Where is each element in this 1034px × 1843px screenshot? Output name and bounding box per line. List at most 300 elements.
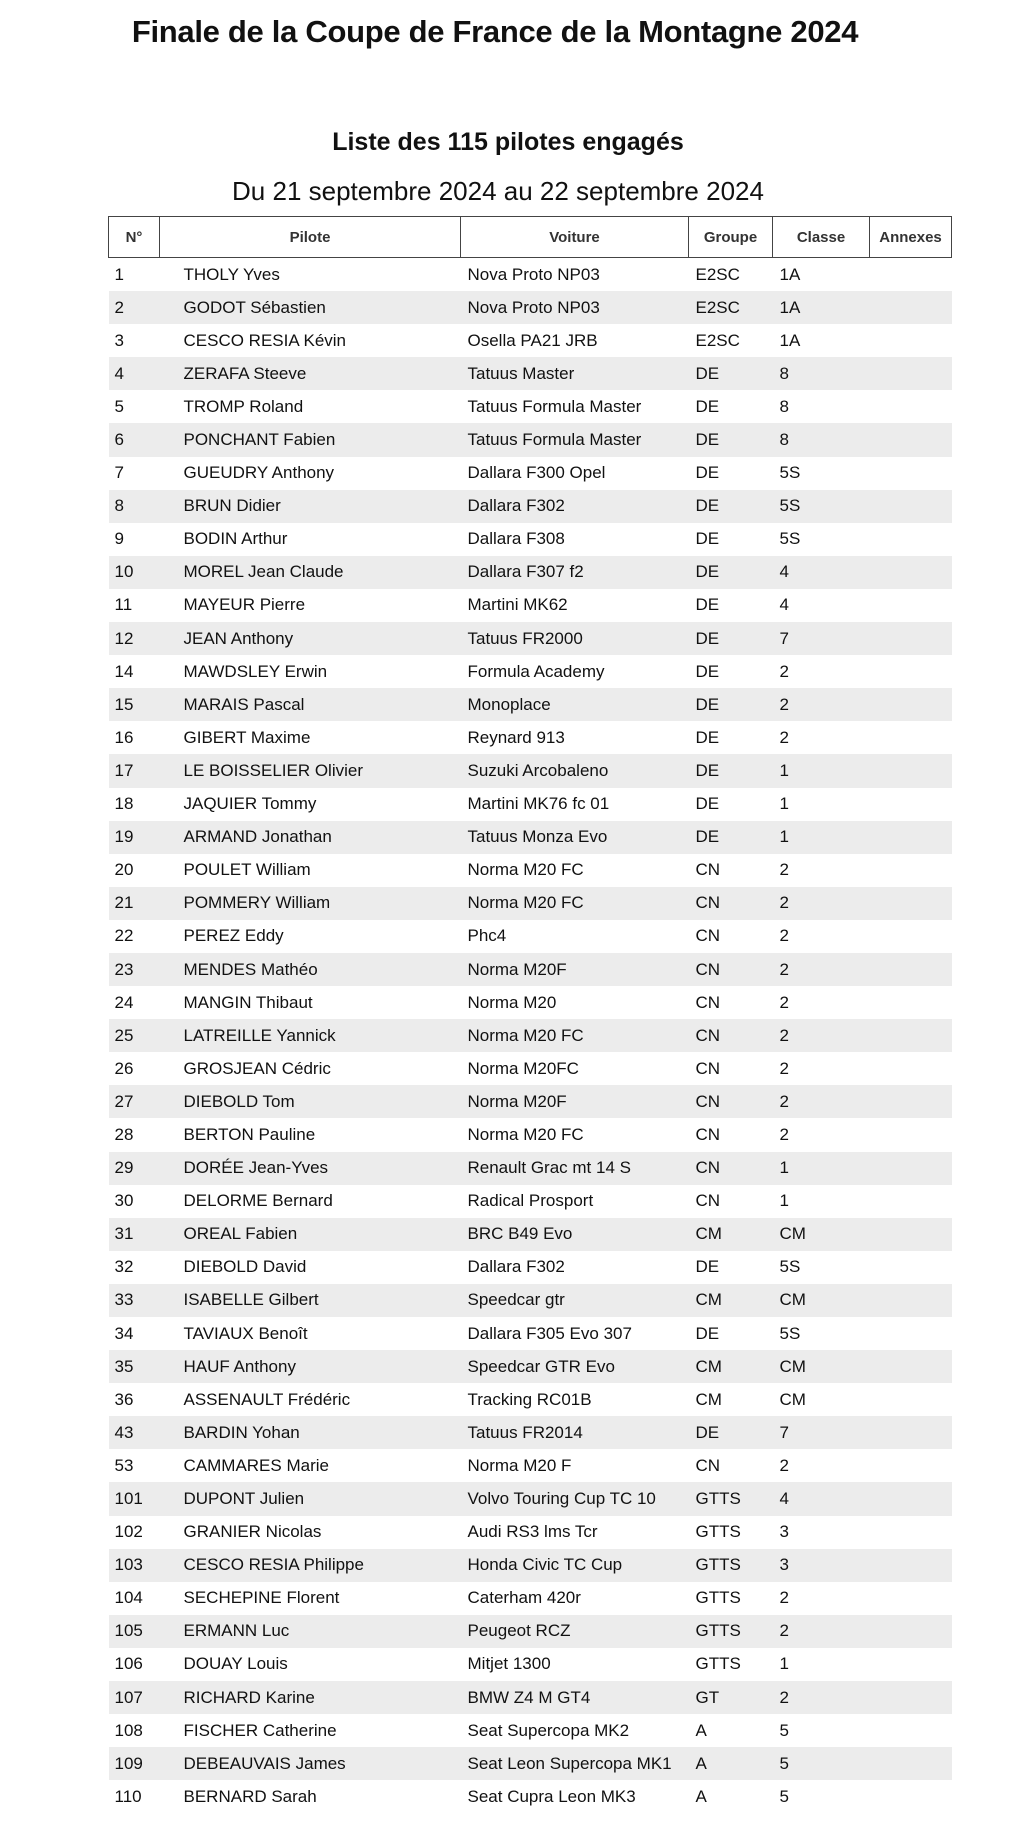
cell-class: 2 [779,926,789,946]
cell-class: 2 [779,1058,789,1078]
cell-annexes [870,556,952,589]
cell-driver: DUPONT Julien [160,1482,461,1515]
cell-car: Nova Proto NP03 [467,264,600,284]
cell-class: 2 [773,1681,870,1714]
table-row [109,754,952,787]
cell-number: 16 [114,727,134,747]
cell-car: Tatuus FR2014 [461,1416,689,1449]
cell-car: Radical Prosport [467,1191,594,1211]
cell-driver: CESCO RESIA Kévin [183,330,347,350]
cell-annexes [870,1284,952,1317]
cell-class: 5S [779,1323,801,1343]
table-row [109,357,952,390]
cell-class: 5 [773,1747,870,1780]
cell-annexes [870,821,952,854]
cell-annexes [870,1052,952,1085]
cell-class: 2 [779,860,789,880]
cell-annexes [870,457,952,490]
cell-driver: JAQUIER Tommy [183,794,317,814]
cell-number: 9 [114,529,124,549]
cell-annexes [870,423,952,456]
cell-class: 2 [773,953,870,986]
cell-class: 4 [779,595,789,615]
cell-number: 20 [114,860,134,880]
cell-class: 2 [773,1615,870,1648]
cell-annexes [870,390,952,423]
table-header [109,217,952,258]
table-row [109,1780,952,1813]
cell-car: Formula Academy [467,661,605,681]
table-row [109,1218,952,1251]
cell-number: 33 [109,1284,160,1317]
cell-annexes [870,1416,952,1449]
drivers-table [108,216,952,1813]
cell-annexes [870,1516,952,1549]
table-row [109,258,952,292]
cell-group: DE [695,529,720,549]
cell-driver: POULET William [183,860,311,880]
cell-number: 2 [109,291,160,324]
cell-number: 30 [114,1191,134,1211]
cell-class: 3 [773,1549,870,1582]
cell-annexes [870,953,952,986]
cell-class: 7 [773,622,870,655]
cell-group: E2SC [689,291,773,324]
cell-class: CM [773,1284,870,1317]
cell-car: Honda Civic TC Cup [461,1549,689,1582]
cell-car: Seat Leon Supercopa MK1 [461,1747,689,1780]
cell-driver: ISABELLE Gilbert [160,1284,461,1317]
cell-class: 8 [773,357,870,390]
cell-annexes [870,1185,952,1218]
cell-group: E2SC [695,264,740,284]
cell-group: DE [695,595,720,615]
cell-class: 2 [779,1588,789,1608]
table-row [109,655,952,688]
cell-driver: GIBERT Maxime [183,727,311,747]
cell-driver: SECHEPINE Florent [183,1588,340,1608]
cell-class: 1 [773,754,870,787]
cell-class: 5 [779,1720,789,1740]
cell-car: Norma M20 FC [461,1019,689,1052]
table-row [109,887,952,920]
cell-car: Dallara F302 [461,490,689,523]
cell-group: CN [689,887,773,920]
cell-annexes [870,1482,952,1515]
cell-annexes [870,1152,952,1185]
event-dates: Du 21 septembre 2024 au 22 septembre 2024 [232,176,764,206]
table-row [109,1284,952,1317]
cell-car: Caterham 420r [467,1588,581,1608]
cell-group: CN [695,860,721,880]
cell-group: CN [695,992,721,1012]
table-row [109,1582,952,1615]
cell-class: 2 [773,1085,870,1118]
cell-car: Tatuus Monza Evo [461,821,689,854]
cell-group: GTTS [695,1588,741,1608]
table-row [109,1118,952,1151]
cell-number: 104 [114,1588,143,1608]
cell-group: DE [689,622,773,655]
cell-class: 1 [779,794,789,814]
cell-car: Martini MK76 fc 01 [467,794,610,814]
table-row [109,390,952,423]
cell-driver: MENDES Mathéo [160,953,461,986]
table-row [109,1085,952,1118]
cell-class: 2 [779,1455,789,1475]
cell-annexes [870,1582,952,1615]
cell-annexes [870,357,952,390]
cell-annexes [870,887,952,920]
cell-driver: OREAL Fabien [160,1218,461,1251]
cell-number: 15 [109,688,160,721]
cell-group: DE [689,357,773,390]
cell-car: Mitjet 1300 [467,1654,551,1674]
table-row [109,1052,952,1085]
cell-driver: CESCO RESIA Philippe [160,1549,461,1582]
cell-annexes [870,1449,952,1482]
cell-driver: GROSJEAN Cédric [183,1058,331,1078]
cell-annexes [870,1317,952,1350]
cell-group: GTTS [689,1615,773,1648]
cell-class: 2 [779,1124,789,1144]
cell-number: 36 [114,1389,134,1409]
cell-driver: MAYEUR Pierre [183,595,306,615]
table-row [109,1615,952,1648]
cell-car: Tatuus FR2000 [461,622,689,655]
cell-number: 101 [109,1482,160,1515]
cell-group: A [689,1747,773,1780]
cell-class: 1A [779,264,801,284]
column-header-group: Groupe [689,217,773,258]
cell-group: DE [695,396,720,416]
cell-car: Tatuus Formula Master [461,423,689,456]
cell-number: 6 [109,423,160,456]
cell-annexes [870,258,952,292]
cell-number: 25 [109,1019,160,1052]
cell-group: GTTS [689,1549,773,1582]
cell-car: Speedcar GTR Evo [461,1350,689,1383]
cell-group: CM [689,1218,773,1251]
cell-car: Speedcar gtr [461,1284,689,1317]
cell-class: 1A [773,291,870,324]
cell-number: 3 [114,330,124,350]
cell-group: GTTS [695,1522,741,1542]
cell-number: 18 [114,794,134,814]
cell-driver: JEAN Anthony [160,622,461,655]
cell-car: Dallara F302 [467,1257,565,1277]
cell-group: CN [689,1152,773,1185]
cell-car: BMW Z4 M GT4 [461,1681,689,1714]
cell-driver: ERMANN Luc [160,1615,461,1648]
cell-annexes [870,490,952,523]
table-row [109,1019,952,1052]
cell-car: Dallara F305 Evo 307 [467,1323,632,1343]
page-title: Finale de la Coupe de France de la Montagne 2024 [131,14,859,49]
cell-driver: LATREILLE Yannick [160,1019,461,1052]
cell-group: CN [695,1124,721,1144]
list-subtitle: Liste des 115 pilotes engagés [332,128,684,156]
cell-number: 24 [114,992,134,1012]
table-row [109,920,952,953]
cell-group: DE [689,821,773,854]
cell-number: 110 [114,1786,142,1806]
cell-number: 107 [109,1681,160,1714]
cell-class: 5 [779,1786,789,1806]
cell-group: DE [689,423,773,456]
cell-driver: ZERAFA Steeve [160,357,461,390]
cell-class: 2 [773,887,870,920]
cell-group: CN [695,926,721,946]
cell-annexes [870,688,952,721]
cell-class: 2 [779,727,789,747]
cell-number: 34 [114,1323,134,1343]
cell-class: 3 [779,1522,789,1542]
cell-car: Tatuus Master [461,357,689,390]
cell-group: DE [695,661,720,681]
cell-number: 26 [114,1058,134,1078]
cell-driver: FISCHER Catherine [183,1720,337,1740]
cell-car: Tatuus Formula Master [467,396,642,416]
cell-annexes [870,754,952,787]
cell-number: 29 [109,1152,160,1185]
table-row [109,1317,952,1350]
cell-driver: DIEBOLD Tom [160,1085,461,1118]
cell-annexes [870,1118,952,1151]
cell-car: Volvo Touring Cup TC 10 [461,1482,689,1515]
cell-car: Norma M20 FC [467,860,584,880]
cell-car: Renault Grac mt 14 S [461,1152,689,1185]
cell-group: DE [695,794,720,814]
cell-annexes [870,1681,952,1714]
table-row [109,1648,952,1681]
cell-class: 4 [773,1482,870,1515]
cell-car: Norma M20F [461,1085,689,1118]
cell-car: Norma M20 F [467,1455,572,1475]
cell-class: 1 [773,821,870,854]
cell-group: DE [695,1257,720,1277]
column-header-car: Voiture [461,217,689,258]
cell-number: 35 [109,1350,160,1383]
table-row [109,457,952,490]
cell-class: 5S [773,490,870,523]
cell-car: Seat Supercopa MK2 [467,1720,630,1740]
cell-group: CN [689,1019,773,1052]
cell-number: 53 [114,1455,134,1475]
cell-annexes [870,1085,952,1118]
cell-driver: DORÉE Jean-Yves [160,1152,461,1185]
cell-number: 32 [114,1257,134,1277]
column-header-driver: Pilote [160,217,461,258]
cell-annexes [870,1350,952,1383]
cell-number: 28 [114,1124,134,1144]
cell-driver: MANGIN Thibaut [183,992,313,1012]
cell-car: Norma M20 [467,992,557,1012]
cell-class: 1 [779,1191,789,1211]
cell-car: Tracking RC01B [467,1389,592,1409]
table-row [109,788,952,821]
cell-class: 7 [773,1416,870,1449]
cell-number: 8 [109,490,160,523]
cell-driver: DOUAY Louis [183,1654,288,1674]
cell-car: Martini MK62 [467,595,568,615]
cell-class: 1A [779,330,801,350]
cell-annexes [870,1251,952,1284]
cell-driver: RICHARD Karine [160,1681,461,1714]
cell-group: A [695,1786,707,1806]
cell-number: 12 [109,622,160,655]
cell-class: 1 [779,1654,789,1674]
cell-driver: PONCHANT Fabien [160,423,461,456]
cell-driver: MOREL Jean Claude [160,556,461,589]
cell-number: 7 [114,463,124,483]
table-body [109,258,952,1814]
cell-driver: MARAIS Pascal [160,688,461,721]
table-row [109,721,952,754]
cell-driver: GODOT Sébastien [160,291,461,324]
cell-number: 10 [109,556,160,589]
table-row [109,1152,952,1185]
cell-driver: MAWDSLEY Erwin [183,661,328,681]
cell-annexes [870,523,952,556]
cell-class: 5S [779,529,801,549]
cell-car: BRC B49 Evo [461,1218,689,1251]
cell-annexes [870,721,952,754]
cell-annexes [870,655,952,688]
table-row [109,1681,952,1714]
table-row [109,1251,952,1284]
table-row [109,324,952,357]
table-row [109,986,952,1019]
cell-annexes [870,1714,952,1747]
cell-driver: DELORME Bernard [183,1191,333,1211]
cell-annexes [870,589,952,622]
cell-class: 8 [773,423,870,456]
cell-group: CM [689,1350,773,1383]
cell-group: CN [689,1085,773,1118]
cell-group: GT [689,1681,773,1714]
cell-group: CM [695,1389,722,1409]
column-header-annexes: Annexes [870,217,952,258]
cell-car: Norma M20FC [467,1058,579,1078]
cell-annexes [870,1615,952,1648]
cell-annexes [870,1218,952,1251]
cell-group: DE [689,688,773,721]
cell-annexes [870,1780,952,1813]
cell-group: CN [695,1191,721,1211]
cell-class: 2 [779,992,789,1012]
cell-driver: BARDIN Yohan [160,1416,461,1449]
cell-driver: BERNARD Sarah [183,1786,317,1806]
cell-car: Norma M20 FC [461,887,689,920]
cell-class: CM [773,1218,870,1251]
cell-car: Norma M20 FC [467,1124,584,1144]
cell-car: Suzuki Arcobaleno [461,754,689,787]
cell-group: GTTS [689,1482,773,1515]
cell-car: Monoplace [461,688,689,721]
cell-number: 102 [114,1522,143,1542]
cell-group: CN [695,1058,721,1078]
table-row [109,1516,952,1549]
cell-annexes [870,1747,952,1780]
cell-class: CM [779,1389,806,1409]
column-header-class: Classe [773,217,870,258]
cell-class: 2 [773,1019,870,1052]
table-row [109,821,952,854]
cell-annexes [870,788,952,821]
cell-group: DE [695,1323,720,1343]
table-row [109,854,952,887]
cell-number: 21 [109,887,160,920]
cell-class: 2 [773,688,870,721]
cell-car: Peugeot RCZ [461,1615,689,1648]
cell-number: 14 [114,661,134,681]
table-row [109,291,952,324]
cell-driver: ARMAND Jonathan [160,821,461,854]
cell-annexes [870,324,952,357]
cell-car: Reynard 913 [467,727,565,747]
cell-group: DE [689,1416,773,1449]
table-row [109,1549,952,1582]
cell-annexes [870,1383,952,1416]
cell-car: Seat Cupra Leon MK3 [467,1786,636,1806]
cell-driver: POMMERY William [160,887,461,920]
cell-group: CN [695,1455,721,1475]
cell-car: Audi RS3 lms Tcr [467,1522,598,1542]
cell-car: Osella PA21 JRB [467,330,598,350]
cell-driver: TROMP Roland [183,396,304,416]
cell-car: Nova Proto NP03 [461,291,689,324]
cell-number: 1 [114,264,124,284]
cell-class: CM [773,1350,870,1383]
cell-driver: PEREZ Eddy [183,926,284,946]
column-header-number: N° [109,217,160,258]
table-row [109,589,952,622]
table-row [109,1350,952,1383]
cell-group: DE [695,463,720,483]
table-row [109,1449,952,1482]
table-row [109,1714,952,1747]
cell-group: CM [689,1284,773,1317]
cell-number: 31 [109,1218,160,1251]
cell-group: DE [695,727,720,747]
cell-driver: BRUN Didier [160,490,461,523]
cell-number: 5 [114,396,124,416]
table-row [109,1747,952,1780]
cell-annexes [870,291,952,324]
cell-driver: HAUF Anthony [160,1350,461,1383]
table-row [109,688,952,721]
cell-class: 4 [773,556,870,589]
cell-class: 1 [773,1152,870,1185]
cell-car: Dallara F308 [467,529,565,549]
table-row [109,423,952,456]
cell-number: 4 [109,357,160,390]
cell-annexes [870,622,952,655]
cell-driver: BERTON Pauline [183,1124,316,1144]
cell-driver: BODIN Arthur [183,529,288,549]
table-row [109,1185,952,1218]
cell-driver: DEBEAUVAIS James [160,1747,461,1780]
cell-driver: TAVIAUX Benoît [183,1323,308,1343]
cell-car: Norma M20F [461,953,689,986]
cell-number: 11 [114,595,133,615]
cell-class: 5S [779,1257,801,1277]
cell-group: DE [689,556,773,589]
cell-number: 103 [109,1549,160,1582]
table-row [109,1383,952,1416]
cell-driver: THOLY Yves [183,264,280,284]
